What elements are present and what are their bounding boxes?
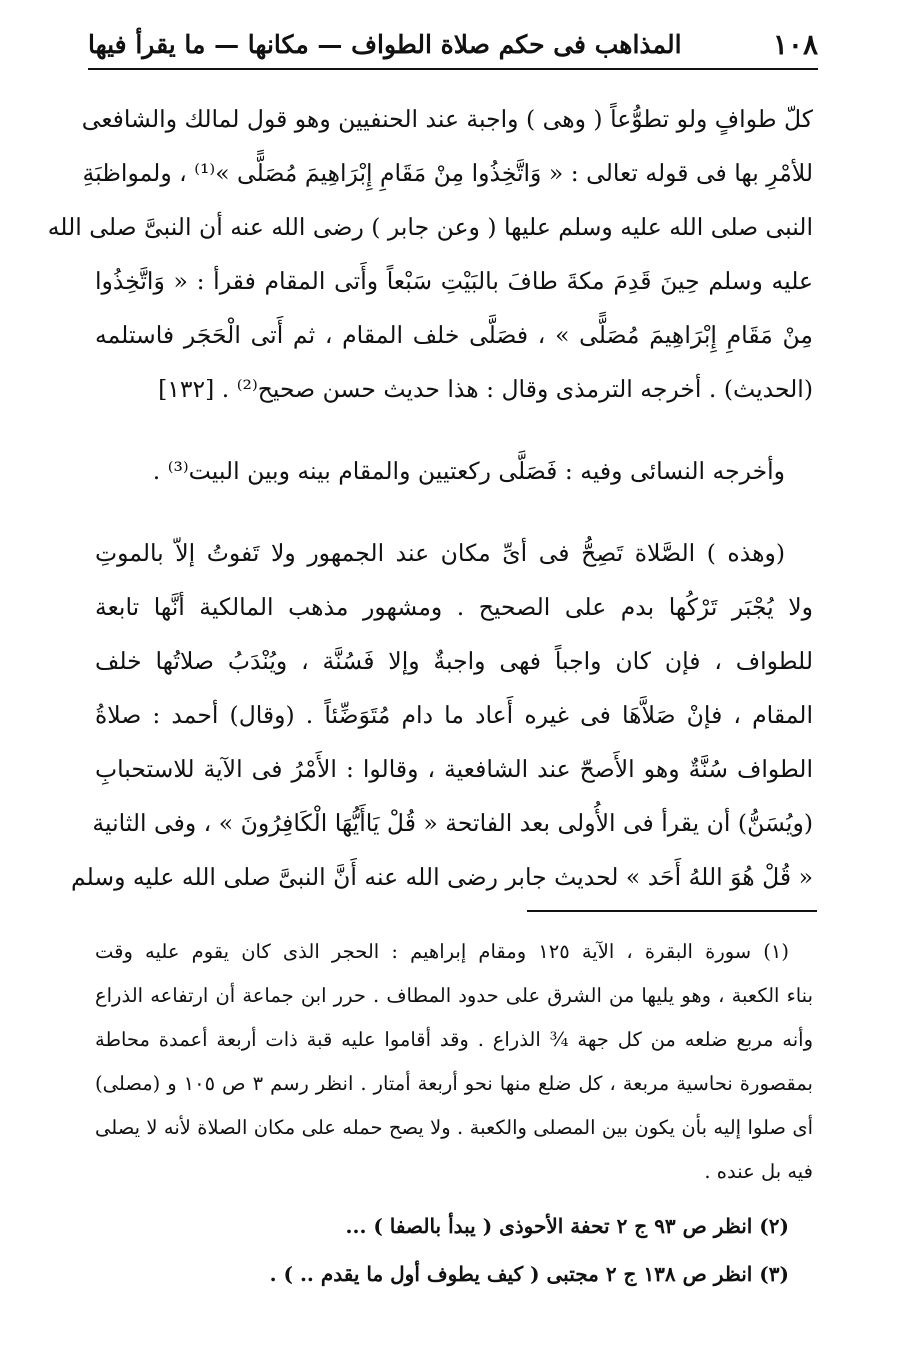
footnote-line: أى صلوا إليه بأن يكون بين المصلى والكعبة . ولا يصح حمله على مكان الصلاة لأنه لا يصلى bbox=[95, 1116, 813, 1139]
text-line: عليه وسلم حِينَ قَدِمَ مكةَ طافَ بالبَيْتِ سَبْعاً وأَتى المقام فقرأ : « وَاتَّخِذُوا bbox=[95, 267, 813, 295]
text-line: ولا يُجْبَر تَرْكُها بدم على الصحيح . ومشهور مذهب المالكية أنَّها تابعة bbox=[95, 593, 813, 621]
header-rule bbox=[88, 68, 818, 70]
footnote-line: (١) سورة البقرة ، الآية ١٢٥ ومقام إبراهيم : الحجر الذى كان يقوم عليه وقت bbox=[95, 940, 789, 963]
text-line: وأخرجه النسائى وفيه : فَصَلَّى ركعتيين والمقام بينه وبين البيت⁽³⁾ . bbox=[152, 457, 785, 485]
text-line: للطواف ، فإن كان واجباً فهى واجبةٌ وإلا فَسُنَّة ، ويُنْدَبُ صلاتُها خلف bbox=[95, 647, 813, 675]
footnote-separator bbox=[527, 910, 817, 912]
text-line: المقام ، فإنْ صَلاَّهَا فى غيره أَعاد ما دام مُتَوَضِّئاً . (وقال) أحمد : صلاةُ bbox=[95, 701, 813, 729]
paragraph-3 bbox=[70, 526, 813, 904]
text-line: للأمْرِ بها فى قوله تعالى : « وَاتَّخِذُوا مِنْ مَقَامِ إِبْرَاهِيمَ مُصَلًّى »⁽¹⁾ ، ولمواظبَةِ bbox=[82, 159, 813, 187]
text-line: مِنْ مَقَامِ إِبْرَاهِيمَ مُصَلًّى » ، فصَلَّى خلف المقام ، ثم أَتى الْحَجَر فاستلمه bbox=[95, 321, 813, 349]
footnote-1 bbox=[95, 930, 813, 1194]
running-title: المذاهب فى حكم صلاة الطواف — مكانها — ما يقرأ فيها bbox=[88, 29, 682, 59]
text-line: (وهذه ) الصَّلاة تَصِحُّ فى أىِّ مكان عند الجمهور ولا تَفوتُ إلاّ بالموتِ bbox=[95, 539, 785, 567]
footnote-2: (٢) انظر ص ٩٣ ج ٢ تحفة الأحوذى ( يبدأ بالصفا ) ... bbox=[345, 1214, 789, 1238]
text-line: الطواف سُنَّةٌ وهو الأَصحّ عند الشافعية ، وقالوا : الأَمْرُ فى الآية للاستحبابِ bbox=[95, 755, 813, 783]
footnote-line: وأنه مربع ضلعه من كل جهة ¾ الذراع . وقد أقاموا عليه قبة ذات أربعة أعمدة محاطة bbox=[95, 1028, 813, 1051]
paragraph-2 bbox=[95, 444, 813, 498]
text-line: كلّ طوافٍ ولو تطوُّعاً ( وهى ) واجبة عند الحنفيين وهو قول لمالك والشافعى bbox=[81, 105, 813, 133]
main-text bbox=[47, 92, 813, 904]
footnote-3: (٣) انظر ص ١٣٨ ج ٢ مجتبى ( كيف يطوف أول ما يقدم .. ) . bbox=[269, 1262, 789, 1286]
footnote-line: فيه بل عنده . bbox=[704, 1160, 813, 1183]
page-number: ١٠٨ bbox=[772, 27, 818, 61]
footnote-line: بمقصورة نحاسية مربعة ، كل ضلع منها نحو أربعة أمتار . انظر رسم ٣ ص ١٠٥ و (مصلى) bbox=[95, 1072, 813, 1095]
footnotes bbox=[95, 930, 813, 1298]
text-line: النبى صلى الله عليه وسلم عليها ( وعن جابر ) رضى الله عنه أن النبىَّ صلى الله bbox=[47, 213, 813, 241]
page-header bbox=[88, 22, 818, 66]
footnote-line: بناء الكعبة ، وهو يليها من الشرق على حدود المطاف . حرر ابن جماعة أن ارتفاعه الذراع bbox=[95, 984, 813, 1007]
text-line: (ويُسَنُّ) أن يقرأ فى الأُولى بعد الفاتحة « قُلْ يَاأَيُّهَا الْكَافِرُونَ » ، وفى الثانية bbox=[92, 809, 813, 837]
text-line: « قُلْ هُوَ اللهُ أَحَد » لحديث جابر رضى الله عنه أَنَّ النبىَّ صلى الله عليه وسلم bbox=[70, 863, 813, 891]
text-line: (الحديث) . أخرجه الترمذى وقال : هذا حديث حسن صحيح⁽²⁾ . [١٣٢] bbox=[158, 375, 813, 403]
paragraph-1 bbox=[47, 92, 813, 416]
